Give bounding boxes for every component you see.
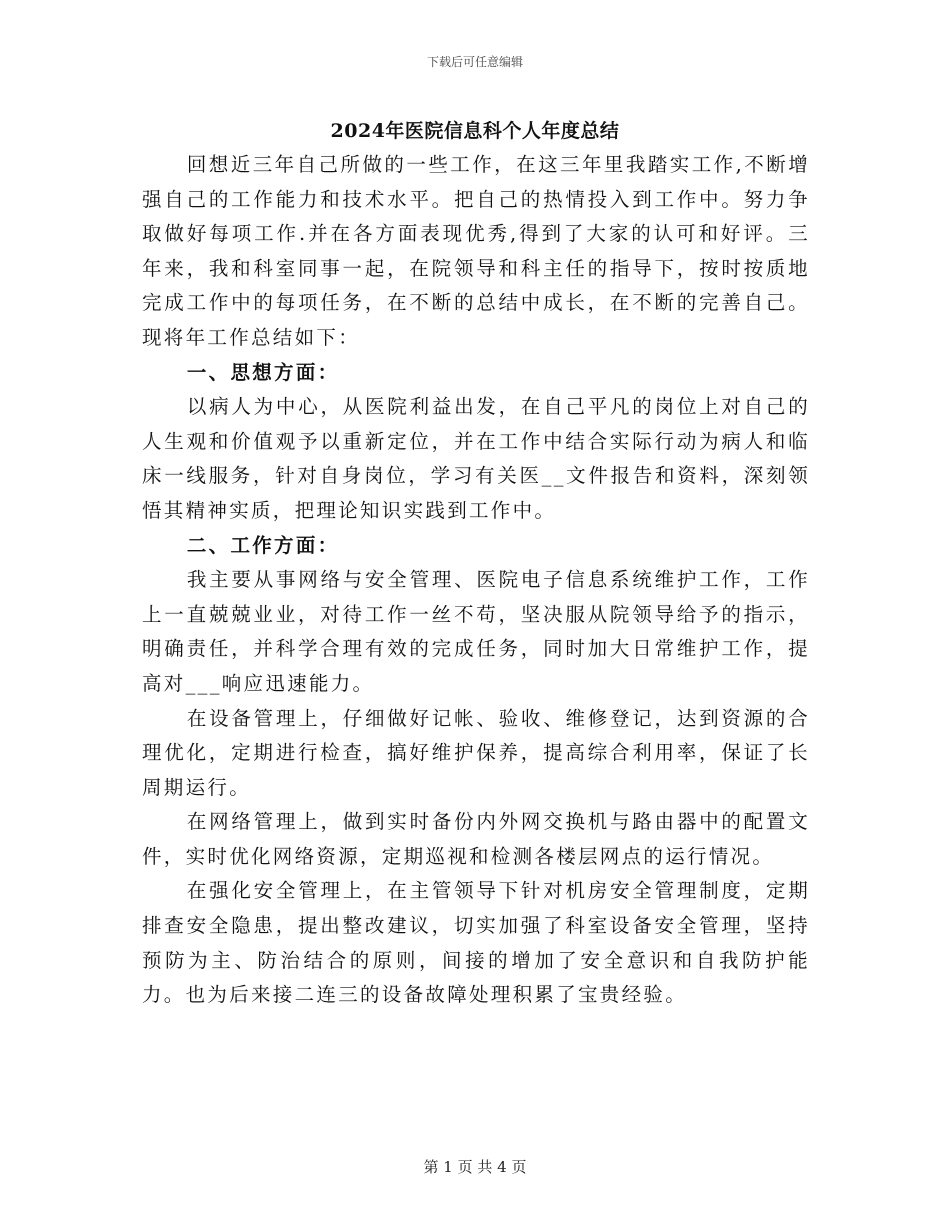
- document-title: 2024年医院信息科个人年度总结: [330, 120, 620, 142]
- work-paragraph-main: 我主要从事网络与安全管理、医院电子信息系统维护工作，工作上一直兢兢业业，对待工作一丝不苟，坚决服从院领导给予的指示，明确责任，并科学合理有效的完成任务，同时加大日常维护工作，提高对___响应迅速能力。: [142, 568, 810, 695]
- work-paragraph-network: 在网络管理上，做到实时备份内外网交换机与路由器中的配置文件，实时优化网络资源，定期巡视和检测各楼层网点的运行情况。: [142, 810, 810, 868]
- intro-paragraph: 回想近三年自己所做的一些工作，在这三年里我踏实工作,不断增强自己的工作能力和技术水平。把自己的热情投入到工作中。努力争取做好每项工作.并在各方面表现优秀,得到了大家的认可和好评。三年来，我和科室同事一起，在院领导和科主任的指导下，按时按质地完成工作中的每项任务，在不断的总结中成长，在不断的完善自己。现将年工作总结如下：: [142, 153, 810, 349]
- work-paragraph-security: 在强化安全管理上，在主管领导下针对机房安全管理制度，定期排查安全隐患，提出整改建议，切实加强了科室设备安全管理，坚持预防为主、防治结合的原则，间接的增加了安全意识和自我防护能力。也为后来接二连三的设备故障处理积累了宝贵经验。: [142, 879, 810, 1007]
- section-heading-work: 二、工作方面：: [186, 533, 340, 557]
- page-header-note: 下载后可任意编辑: [426, 55, 523, 69]
- document-body: [142, 148, 810, 1013]
- work-paragraph-equipment: 在设备管理上，仔细做好记帐、验收、维修登记，达到资源的合理优化，定期进行检查，搞好维护保养，提高综合利用率，保证了长周期运行。: [142, 706, 810, 799]
- section-heading-thought: 一、思想方面：: [186, 360, 340, 384]
- page-number-footer: 第 1 页 共 4 页: [423, 1158, 527, 1176]
- thought-paragraph: 以病人为中心，从医院利益出发，在自己平凡的岗位上对自己的人生观和价值观予以重新定位，并在工作中结合实际行动为病人和临床一线服务，针对自身岗位，学习有关医__文件报告和资料，深刻领悟其精神实质，把理论知识实践到工作中。: [142, 395, 810, 522]
